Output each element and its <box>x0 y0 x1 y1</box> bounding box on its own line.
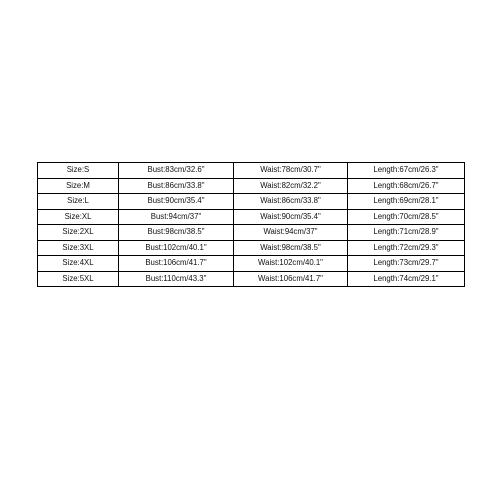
waist-cell: Waist:90cm/35.4" <box>234 209 348 225</box>
size-cell: Size:S <box>38 163 119 179</box>
length-cell: Length:72cm/29.3" <box>348 240 465 256</box>
length-cell: Length:70cm/28.5" <box>348 209 465 225</box>
waist-cell: Waist:82cm/32.2" <box>234 178 348 194</box>
size-cell: Size:XL <box>38 209 119 225</box>
table-row <box>38 256 465 272</box>
bust-cell: Bust:83cm/32.6" <box>119 163 234 179</box>
bust-cell: Bust:86cm/33.8" <box>119 178 234 194</box>
waist-cell: Waist:98cm/38.5" <box>234 240 348 256</box>
waist-cell: Waist:102cm/40.1" <box>234 256 348 272</box>
length-cell: Length:67cm/26.3" <box>348 163 465 179</box>
size-chart-table <box>37 162 465 287</box>
size-cell: Size:4XL <box>38 256 119 272</box>
table-row <box>38 194 465 210</box>
size-cell: Size:L <box>38 194 119 210</box>
size-cell: Size:5XL <box>38 271 119 287</box>
bust-cell: Bust:110cm/43.3" <box>119 271 234 287</box>
bust-cell: Bust:94cm/37" <box>119 209 234 225</box>
size-cell: Size:M <box>38 178 119 194</box>
waist-cell: Waist:86cm/33.8" <box>234 194 348 210</box>
bust-cell: Bust:90cm/35.4" <box>119 194 234 210</box>
bust-cell: Bust:106cm/41.7" <box>119 256 234 272</box>
length-cell: Length:71cm/28.9" <box>348 225 465 241</box>
length-cell: Length:68cm/26.7" <box>348 178 465 194</box>
bust-cell: Bust:98cm/38.5" <box>119 225 234 241</box>
waist-cell: Waist:78cm/30.7" <box>234 163 348 179</box>
length-cell: Length:73cm/29.7" <box>348 256 465 272</box>
table-row <box>38 209 465 225</box>
table-row <box>38 240 465 256</box>
table-row <box>38 163 465 179</box>
waist-cell: Waist:106cm/41.7" <box>234 271 348 287</box>
table-row <box>38 225 465 241</box>
size-cell: Size:2XL <box>38 225 119 241</box>
waist-cell: Waist:94cm/37" <box>234 225 348 241</box>
size-cell: Size:3XL <box>38 240 119 256</box>
length-cell: Length:74cm/29.1" <box>348 271 465 287</box>
table-row <box>38 178 465 194</box>
length-cell: Length:69cm/28.1" <box>348 194 465 210</box>
bust-cell: Bust:102cm/40.1" <box>119 240 234 256</box>
table-row <box>38 271 465 287</box>
